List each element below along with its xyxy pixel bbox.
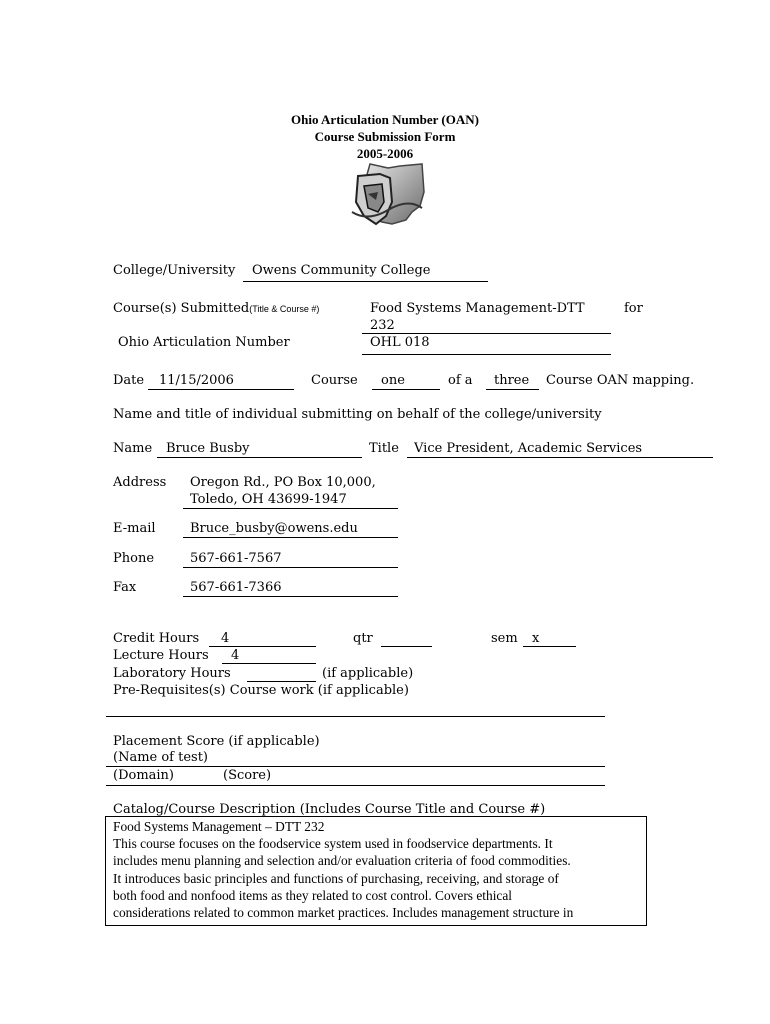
form-title: Ohio Articulation Number (OAN) xyxy=(291,112,479,127)
courses-for: for xyxy=(624,301,643,316)
college-value[interactable]: Owens Community College xyxy=(252,263,431,278)
submitter-statement: Name and title of individual submitting on behalf of the college/university xyxy=(113,407,602,422)
name-underline xyxy=(157,457,362,458)
sem-label: sem xyxy=(491,631,518,646)
of-a-underline xyxy=(486,389,539,390)
phone-value[interactable]: 567-661-7567 xyxy=(190,551,282,566)
placement-score-underline[interactable] xyxy=(106,785,605,786)
placement-label: Placement Score (if applicable) xyxy=(113,734,320,749)
lab-hours-underline[interactable] xyxy=(247,681,316,682)
course-label: Course xyxy=(311,373,358,388)
address-line2[interactable]: Toledo, OH 43699-1947 xyxy=(190,492,347,507)
catalog-description-box[interactable] xyxy=(105,816,647,926)
oan-label: Ohio Articulation Number xyxy=(118,335,290,350)
of-a-label: of a xyxy=(448,373,473,388)
phone-label: Phone xyxy=(113,551,155,566)
title-underline xyxy=(407,457,713,458)
date-underline xyxy=(148,389,294,390)
name-value[interactable]: Bruce Busby xyxy=(166,441,250,456)
qtr-underline[interactable] xyxy=(381,646,432,647)
prereq-underline[interactable] xyxy=(106,716,605,717)
date-value[interactable]: 11/15/2006 xyxy=(159,373,234,388)
sem-underline xyxy=(523,646,576,647)
catalog-label: Catalog/Course Description (Includes Course Title and Course #) xyxy=(113,802,546,817)
placement-score-label: (Score) xyxy=(223,768,272,783)
fax-underline xyxy=(183,596,398,597)
credit-hours-label: Credit Hours xyxy=(113,631,200,646)
name-label: Name xyxy=(113,441,153,456)
catalog-line: Food Systems Management – DTT 232 xyxy=(113,819,325,834)
catalog-line: includes menu planning and selection and/or evaluation criteria of food commodities. xyxy=(113,853,571,868)
catalog-line: It introduces basic principles and functions of purchasing, receiving, and storage of xyxy=(113,871,559,886)
oan-value[interactable]: OHL 018 xyxy=(370,335,430,350)
title-label: Title xyxy=(369,441,399,456)
form-year: 2005-2006 xyxy=(356,146,414,161)
qtr-label: qtr xyxy=(353,631,373,646)
oan-underline xyxy=(362,354,611,355)
fax-value[interactable]: 567-661-7366 xyxy=(190,580,282,595)
ohio-state-map-logo-icon xyxy=(348,162,428,228)
lecture-hours-underline xyxy=(222,663,316,664)
address-line1[interactable]: Oregon Rd., PO Box 10,000, xyxy=(190,475,376,490)
credit-hours-value[interactable]: 4 xyxy=(221,631,230,646)
catalog-line: This course focuses on the foodservice system used in foodservice departments. It xyxy=(113,836,553,851)
date-label: Date xyxy=(113,373,145,388)
course-value[interactable]: one xyxy=(381,373,405,388)
placement-test-label: (Name of test) xyxy=(113,750,209,765)
prereq-label: Pre-Requisites(s) Course work (if applicable) xyxy=(113,683,409,698)
courses-label: Course(s) Submitted(Title & Course #) xyxy=(113,301,320,316)
email-value[interactable]: Bruce_busby@owens.edu xyxy=(190,521,358,536)
lab-hours-label: Laboratory Hours xyxy=(113,666,231,681)
courses-underline xyxy=(362,333,611,334)
credit-hours-underline xyxy=(209,646,316,647)
email-underline xyxy=(183,537,398,538)
lab-hours-note: (if applicable) xyxy=(322,666,414,681)
lecture-hours-label: Lecture Hours xyxy=(113,648,209,663)
placement-test-underline[interactable] xyxy=(106,766,605,767)
fax-label: Fax xyxy=(113,580,137,595)
address-label: Address xyxy=(113,475,167,490)
of-a-value[interactable]: three xyxy=(494,373,530,388)
catalog-line: both food and nonfood items as they related to cost control. Covers ethical xyxy=(113,888,513,903)
phone-underline xyxy=(183,567,398,568)
address-underline xyxy=(183,508,398,509)
lecture-hours-value[interactable]: 4 xyxy=(231,648,240,663)
sem-value[interactable]: x xyxy=(532,631,540,646)
college-label: College/University xyxy=(113,263,236,278)
mapping-label: Course OAN mapping. xyxy=(546,373,695,388)
courses-hint: (Title & Course #) xyxy=(249,304,320,314)
title-value[interactable]: Vice President, Academic Services xyxy=(414,441,643,456)
courses-value-line1[interactable]: Food Systems Management-DTT xyxy=(370,301,585,316)
placement-domain-label: (Domain) xyxy=(113,768,175,783)
college-underline xyxy=(243,281,488,282)
email-label: E-mail xyxy=(113,521,156,536)
courses-value-line2[interactable]: 232 xyxy=(370,318,395,333)
catalog-line: considerations related to common market practices. Includes management structure in xyxy=(113,905,574,920)
form-subtitle: Course Submission Form xyxy=(314,129,456,144)
course-underline xyxy=(372,389,440,390)
